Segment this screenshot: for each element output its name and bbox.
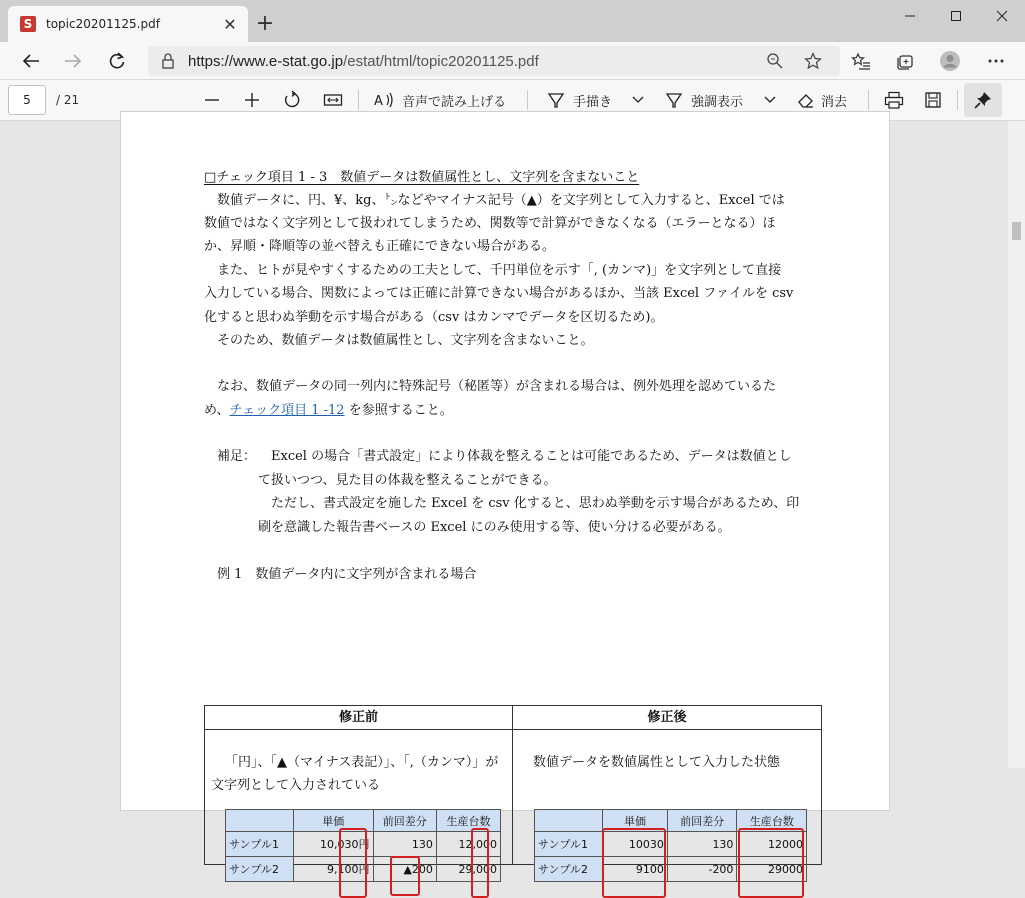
diff-cell: 130: [667, 832, 737, 857]
highlight-label: 強調表示: [691, 94, 744, 110]
units-header: 生産台数: [737, 810, 807, 832]
chevron-down-icon: [762, 92, 778, 108]
svg-text:A: A: [374, 94, 383, 109]
pin-toolbar-button[interactable]: [964, 83, 1002, 117]
check-item-link[interactable]: チェック項目 1 -12: [229, 403, 345, 418]
zoom-search-icon[interactable]: [766, 52, 784, 70]
price-cell: 9100: [603, 857, 668, 882]
new-tab-button[interactable]: +: [255, 11, 275, 36]
close-window-button[interactable]: [979, 0, 1025, 32]
vertical-scrollbar[interactable]: [1008, 121, 1025, 768]
profile-button[interactable]: [935, 47, 965, 75]
note-line: ただし、書式設定を施した Excel を csv 化すると、思わぬ挙動を示す場合があるため、印: [258, 496, 800, 511]
url-field[interactable]: [148, 46, 840, 76]
minimize-icon: [904, 10, 916, 22]
draw-dropdown-button[interactable]: [630, 88, 646, 112]
highlight-box: [602, 828, 666, 898]
after-description: 数値データを数値属性として入力した状態: [533, 755, 781, 770]
erase-label: 消去: [821, 94, 848, 110]
print-icon: [884, 91, 904, 109]
after-header: 修正後: [513, 706, 821, 730]
back-arrow-icon: [22, 53, 40, 69]
diff-cell: -200: [667, 857, 737, 882]
row-label: サンプル1: [226, 832, 294, 857]
units-cell: 29000: [737, 857, 807, 882]
maximize-icon: [950, 10, 962, 22]
price-header: 単価: [603, 810, 668, 832]
row-label: サンプル2: [535, 857, 603, 882]
forward-button[interactable]: [58, 47, 88, 75]
read-aloud-button[interactable]: [374, 88, 506, 112]
units-cell: 12000: [737, 832, 807, 857]
price-cell: 10,030円: [294, 832, 374, 857]
plus-icon: [243, 91, 261, 109]
price-cell: 9,100円: [294, 857, 374, 882]
before-description: 「円」、「▲（マイナス表記）」、「,（カンマ）」が 文字列として入力されている: [211, 755, 499, 793]
diff-cell: 130: [373, 832, 436, 857]
note-label: 補足：: [217, 449, 257, 464]
address-bar-row: [0, 42, 1025, 80]
save-button[interactable]: [924, 88, 942, 112]
rotate-icon: [283, 91, 301, 109]
print-button[interactable]: [884, 88, 904, 112]
diff-header: 前回差分: [667, 810, 737, 832]
fit-width-icon: [323, 91, 343, 109]
site-favicon-icon: S: [20, 16, 36, 32]
paragraph-line: なお、数値データの同一列内に特殊記号（秘匿等）が含まれる場合は、例外処理を認めているた: [204, 379, 777, 394]
avatar-icon: [939, 50, 961, 72]
back-button[interactable]: [16, 47, 46, 75]
paragraph-line: か、昇順・降順等の並べ替えも正確にできない場合がある。: [204, 239, 556, 254]
draw-label: 手描き: [573, 94, 613, 110]
highlight-button[interactable]: [665, 88, 743, 112]
note-line: て扱いつつ、見た目の体裁を整えることができる。: [258, 473, 557, 488]
refresh-icon: [108, 52, 126, 70]
paragraph-line: そのため、数値データは数値属性とし、文字列を含まないこと。: [204, 333, 594, 348]
highlight-box: [738, 828, 804, 898]
erase-button[interactable]: [797, 88, 847, 112]
diff-cell: ▲200: [373, 857, 436, 882]
scrollbar-thumb[interactable]: [1012, 222, 1021, 240]
toolbar-divider: [868, 90, 869, 110]
pdf-viewer[interactable]: [0, 121, 1008, 876]
units-header: 生産台数: [436, 810, 500, 832]
note-line: Excel の場合「書式設定」により体裁を整えることは可能であるため、データは数値とし: [271, 449, 792, 464]
empty-header-cell: [226, 810, 294, 832]
title-bar: [0, 0, 1025, 42]
paragraph-line: め、チェック項目 1 -12 を参照すること。: [204, 403, 453, 418]
fit-width-button[interactable]: [323, 88, 343, 112]
diff-header: 前回差分: [373, 810, 436, 832]
collections-icon: [895, 52, 915, 70]
settings-more-button[interactable]: [981, 47, 1011, 75]
favorite-star-icon[interactable]: [804, 52, 822, 70]
example-title: 例 1 数値データ内に文字列が含まれる場合: [217, 567, 477, 582]
highlight-box: [471, 828, 489, 898]
more-dots-icon: [987, 58, 1005, 64]
example-table: [204, 705, 822, 876]
before-header: 修正前: [205, 706, 512, 730]
section-heading: □チェック項目 1 - 3 数値データは数値属性とし、文字列を含まないこと: [204, 170, 640, 185]
close-icon: [996, 10, 1008, 22]
toolbar-divider: [527, 90, 528, 110]
row-label: サンプル2: [226, 857, 294, 882]
read-aloud-icon: [374, 91, 398, 109]
price-cell: 10030: [603, 832, 668, 857]
note-line: 刷を意識した報告書ベースの Excel にのみ使用する等、使い分ける必要がある。: [258, 520, 731, 535]
pin-icon: [974, 91, 992, 109]
minus-icon: [203, 91, 221, 109]
pdf-page: [120, 111, 890, 876]
paragraph-line: 数値データに、円、¥、kg、㌧などやマイナス記号（▲）を文字列として入力すると、Excel では: [204, 193, 785, 208]
read-aloud-label: 音声で読み上げる: [402, 94, 507, 110]
paragraph-line: 化すると思わぬ挙動を示す場合がある（csv はカンマでデータを区切るため)。: [204, 310, 664, 325]
tab-close-icon[interactable]: ✕: [223, 14, 237, 34]
draw-button[interactable]: [547, 88, 612, 112]
zoom-in-button[interactable]: [243, 88, 261, 112]
favorites-list-icon: [851, 52, 871, 70]
minimize-button[interactable]: [887, 0, 933, 32]
empty-header-cell: [535, 810, 603, 832]
paragraph-line: 入力している場合、関数によっては正確に計算できない場合があるほか、当該 Excel ファイルを csv: [204, 286, 794, 301]
save-icon: [924, 91, 942, 109]
tab-active[interactable]: [8, 6, 248, 42]
units-cell: 12,000: [436, 832, 500, 857]
rotate-button[interactable]: [283, 88, 301, 112]
highlight-marker-icon: [665, 91, 683, 109]
refresh-button[interactable]: [102, 47, 132, 75]
tab-title: topic20201125.pdf: [46, 17, 160, 31]
lock-icon: [162, 53, 174, 69]
toolbar-divider: [358, 90, 359, 110]
row-label: サンプル1: [535, 832, 603, 857]
page-total: / 21: [56, 93, 80, 107]
draw-pen-icon: [547, 91, 565, 109]
url-text: https://www.e-stat.go.jp/estat/html/topic20201125.pdf: [188, 52, 539, 70]
units-cell: 29,000: [436, 857, 500, 882]
price-header: 単価: [294, 810, 374, 832]
highlight-box: [339, 828, 367, 898]
highlight-box: [390, 856, 420, 896]
paragraph-line: また、ヒトが見やすくするための工夫として、千円単位を示す「, (カンマ)」を文字列として直接: [204, 263, 782, 278]
collections-button[interactable]: [890, 47, 920, 75]
maximize-button[interactable]: [933, 0, 979, 32]
favorites-button[interactable]: [846, 47, 876, 75]
page-number-input[interactable]: 5: [8, 85, 46, 115]
highlight-dropdown-button[interactable]: [762, 88, 778, 112]
paragraph-line: 数値ではなく文字列として扱われてしまうため、関数等で計算ができなくなる（エラーとなる）ほ: [204, 216, 776, 231]
zoom-out-button[interactable]: [203, 88, 221, 112]
column-divider: [512, 706, 513, 864]
toolbar-divider: [957, 90, 958, 110]
forward-arrow-icon: [64, 53, 82, 69]
eraser-icon: [797, 91, 815, 109]
chevron-down-icon: [630, 92, 646, 108]
